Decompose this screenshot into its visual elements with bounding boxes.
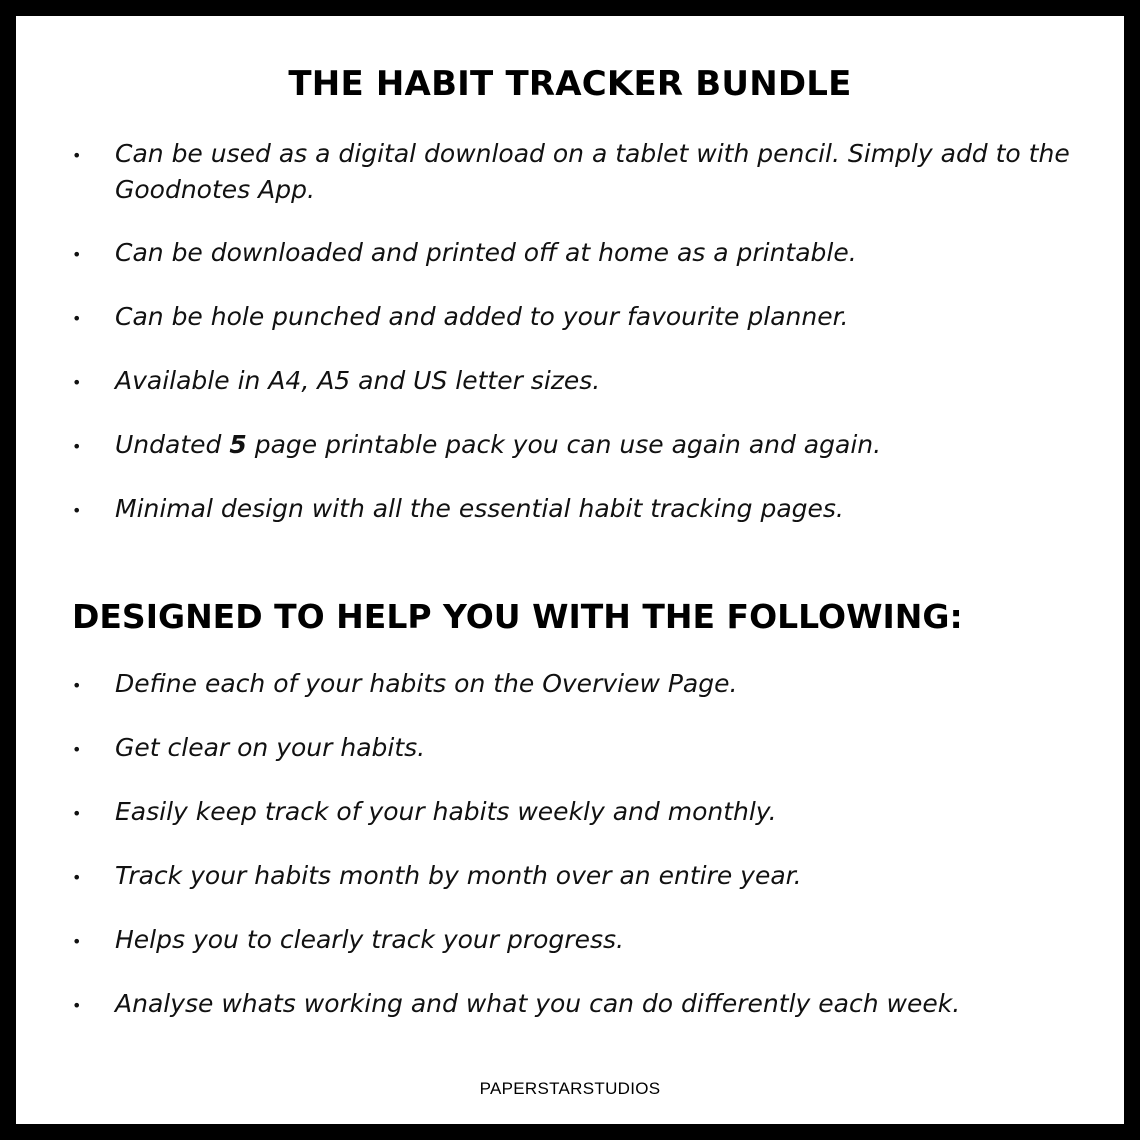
page-title: THE HABIT TRACKER BUNDLE — [288, 64, 852, 104]
bullet-icon: • — [72, 996, 82, 1015]
page-count: 5 — [229, 430, 247, 459]
feature-text-pre: Undated — [115, 430, 230, 459]
bullet-icon: • — [72, 676, 82, 695]
feature-text: Available in A4, A5 and US letter sizes. — [115, 366, 601, 395]
bullet-icon: • — [72, 245, 82, 264]
bullet-icon: • — [72, 932, 82, 951]
bullet-icon: • — [72, 740, 82, 759]
benefit-text: Track your habits month by month over an entire year. — [115, 861, 802, 890]
bullet-icon: • — [72, 437, 82, 456]
section-heading: DESIGNED TO HELP YOU WITH THE FOLLOWING: — [72, 597, 963, 636]
bullet-icon: • — [72, 373, 82, 392]
feature-text: Minimal design with all the essential habit tracking pages. — [115, 494, 844, 523]
brand-footer: PAPERSTARSTUDIOS — [479, 1079, 661, 1098]
bullet-icon: • — [72, 868, 82, 887]
feature-text-post: page printable pack you can use again and again. — [246, 430, 882, 459]
benefit-text: Analyse whats working and what you can do differently each week. — [115, 989, 961, 1018]
feature-text: Can be used as a digital download on a tablet with pencil. Simply add to the Goodnotes App. — [115, 139, 1070, 204]
bullet-icon: • — [72, 309, 82, 328]
benefit-text: Helps you to clearly track your progress. — [115, 925, 624, 954]
benefit-text: Get clear on your habits. — [115, 733, 426, 762]
feature-text — [115, 427, 1115, 463]
bullet-icon: • — [72, 804, 82, 823]
feature-text: Can be hole punched and added to your favourite planner. — [115, 302, 849, 331]
bullet-icon: • — [72, 146, 82, 165]
bullet-icon: • — [72, 501, 82, 520]
feature-text: Can be downloaded and printed off at home as a printable. — [115, 238, 857, 267]
benefit-text: Easily keep track of your habits weekly and monthly. — [115, 797, 777, 826]
benefit-text: Define each of your habits on the Overview Page. — [115, 669, 738, 698]
product-info-page — [16, 16, 1124, 1124]
